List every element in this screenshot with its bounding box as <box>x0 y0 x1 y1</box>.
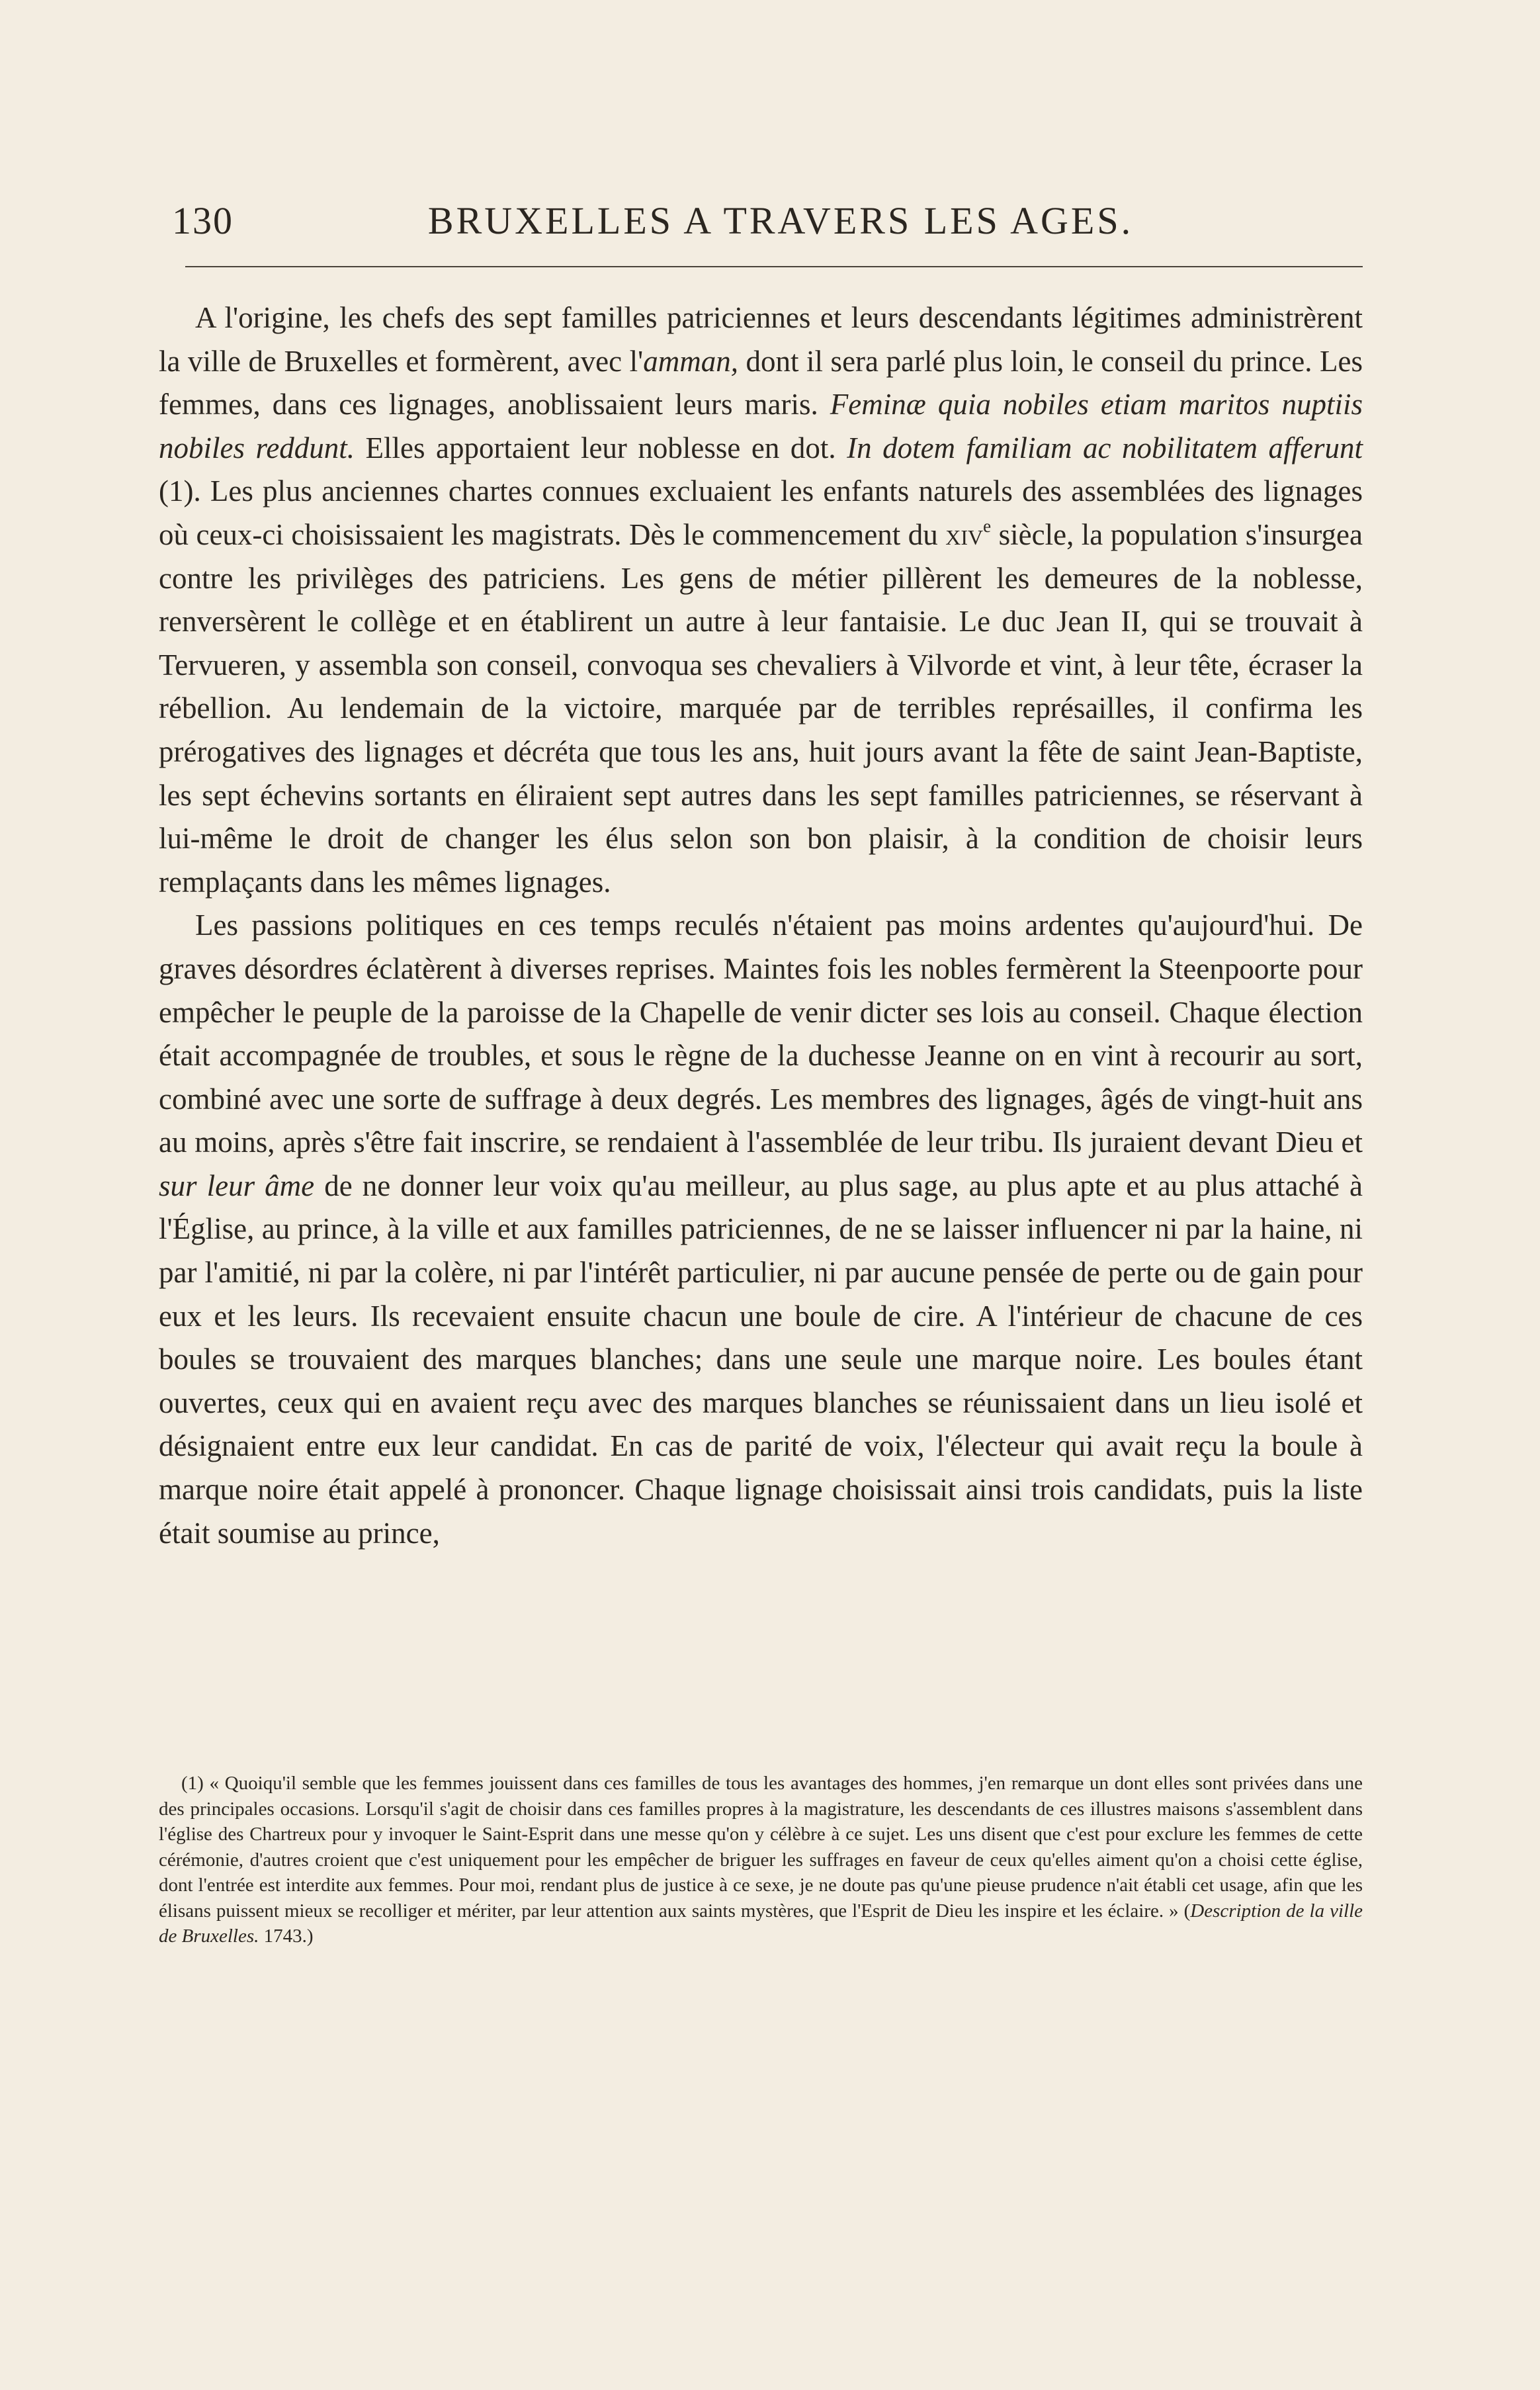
century-suffix: e <box>983 516 992 537</box>
text-run: A l'origine, les chefs des sept familles patriciennes et leurs descendants légitimes administrèrent la ville de Bruxelles et formèrent, avec l' <box>159 301 1363 378</box>
page-header <box>159 199 1363 251</box>
footnote-source: Description de la ville de Bruxelles. <box>159 1900 1363 1947</box>
main-text <box>159 296 1363 1555</box>
footnote-ref: (1). Les plus anciennes chartes connues excluaient les enfants naturels des assemblées des lignages où ceux-ci choisissaient les magistrats. Dès le commencement du <box>159 474 1363 551</box>
header-rule <box>185 266 1363 267</box>
text-run: Les passions politiques en ces temps reculés n'étaient pas moins ardentes qu'aujourd'hui. De graves désordres éclatèrent à diverses reprises. Maintes fois les nobles fermèrent la Steenpoorte pour empêcher le peuple de la paroisse de la Chapelle de venir dicter ses lois au conseil. Chaque élection était accompagnée de troubles, et sous le règne de la duchesse Jeanne on en vint à recourir au sort, combiné avec une sorte de suffrage à deux degrés. Les membres des lignages, âgés de vingt-huit ans au moins, après s'être fait inscrire, se rendaient à l'assemblée de leur tribu. Ils juraient devant Dieu et <box>159 908 1363 1159</box>
paragraph-1 <box>159 296 1363 904</box>
italic-term: amman, <box>643 344 738 378</box>
text-run: Elles apportaient leur noblesse en dot. <box>355 431 847 465</box>
footnote-1 <box>159 1771 1363 1949</box>
footnote-text: 1743.) <box>259 1925 314 1947</box>
paragraph-2 <box>159 904 1363 1555</box>
text-run: dont il sera parlé plus loin, le conseil du prince. Les femmes, dans ces lignages, anoblissaient leurs maris. <box>159 344 1363 421</box>
text-run: de ne donner leur voix qu'au meilleur, au plus sage, au plus apte et au plus attaché à l'Église, au prince, à la ville et aux familles patriciennes, de ne se laisser influencer ni par la haine, ni par l'amitié, ni par la colère, ni par l'intérêt particulier, ni par aucune pensée de perte ou de gain pour eux et les leurs. Ils recevaient ensuite chacun une boule de cire. A l'intérieur de chacune de ces boules se trouvaient des marques blanches; dans une seule une marque noire. Les boules étant ouvertes, ceux qui en avaient reçu avec des marques blanches se réunissaient dans un lieu isolé et désignaient entre eux leur candidat. En cas de parité de voix, l'électeur qui avait reçu la boule à marque noire était appelé à prononcer. Chaque lignage choisissait ainsi trois candidats, puis la liste était soumise au prince, <box>159 1169 1363 1550</box>
latin-quote: In dotem familiam ac nobilitatem afferunt <box>847 431 1363 465</box>
italic-phrase: sur leur âme <box>159 1169 315 1202</box>
latin-quote: Feminæ quia nobiles etiam maritos nuptiis nobiles reddunt. <box>159 388 1363 465</box>
century-numeral: xiv <box>945 517 984 551</box>
page-number: 130 <box>172 199 234 242</box>
footnotes <box>159 1771 1363 1949</box>
text-run: siècle, la population s'insurgea contre les privilèges des patriciens. Les gens de métier pillèrent les demeures de la noblesse, renversèrent le collège et en établirent un autre à leur fantaisie. Le duc Jean II, qui se trouvait à Tervueren, y assembla son conseil, convoqua ses chevaliers à Vilvorde et vint, à leur tête, écraser la rébellion. Au lendemain de la victoire, marquée par de terribles représailles, il confirma les prérogatives des lignages et décréta que tous les ans, huit jours avant la fête de saint Jean-Baptiste, les sept échevins sortants en éliraient sept autres dans les sept familles patriciennes, se réservant à lui-même le droit de changer les élus selon son bon plaisir, à la condition de choisir leurs remplaçants dans les mêmes lignages. <box>159 517 1363 899</box>
footnote-text: (1) « Quoiqu'il semble que les femmes jouissent dans ces familles de tous les avantages des hommes, j'en remarque un dont elles sont privées dans une des principales occasions. Lorsqu'il s'agit de choisir dans ces familles propres à la magistrature, les descendants de ces illustres maisons s'assemblent dans l'église des Chartreux pour y invoquer le Saint-Esprit dans une messe qu'on y célèbre à ce sujet. Les uns disent que c'est pour exclure les femmes de cette cérémonie, d'autres croient que c'est uniquement pour les empêcher de briguer les suffrages en faveur de ceux qu'elles aiment qu'on a choisi cette église, dont l'entrée est interdite aux femmes. Pour moi, rendant plus de justice à ce sexe, je ne doute pas qu'une pieuse prudence n'ait établi cet usage, afin que les élisans puissent mieux se recolliger et mériter, par leur attention aux saints mystères, que l'Esprit de Dieu les inspire et les éclaire. » ( <box>159 1773 1363 1922</box>
running-title: BRUXELLES A TRAVERS LES AGES. <box>427 199 1134 242</box>
